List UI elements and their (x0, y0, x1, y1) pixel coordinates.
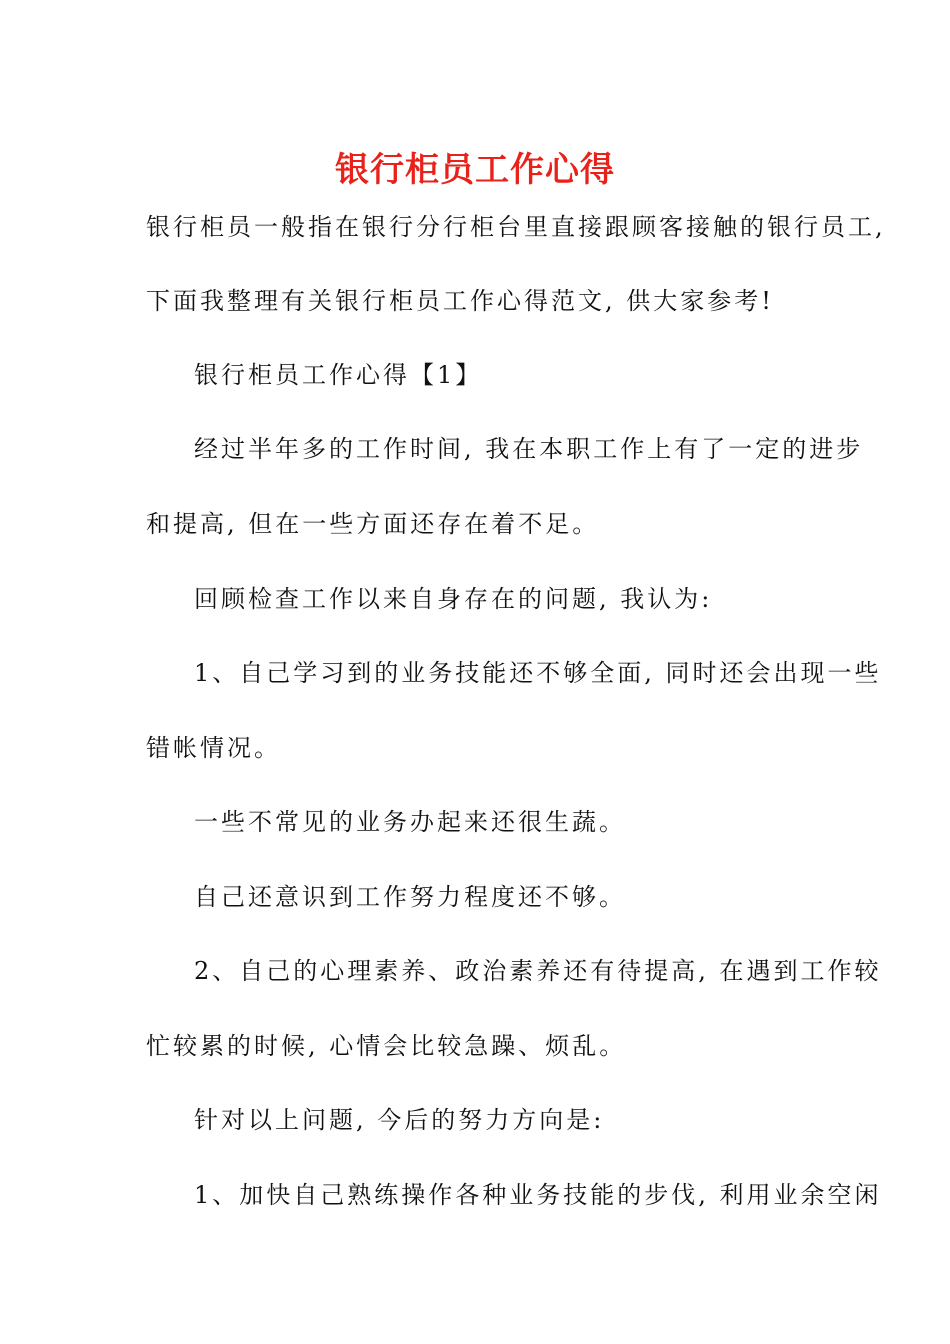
text-line: 忙较累的时候, 心情会比较急躁、烦乱。 (146, 1032, 627, 1060)
list-item: 1、加快自己熟练操作各种业务技能的步伐, 利用业余空闲 (194, 1181, 882, 1209)
text-line: 自己还意识到工作努力程度还不够。 (194, 883, 626, 911)
text-line: 回顾检查工作以来自身存在的问题, 我认为: (194, 585, 713, 613)
list-item: 1、自己学习到的业务技能还不够全面, 同时还会出现一些 (194, 659, 882, 687)
text-line: 下面我整理有关银行柜员工作心得范文, 供大家参考! (146, 287, 774, 315)
list-item: 2、自己的心理素养、政治素养还有待提高, 在遇到工作较 (194, 957, 882, 985)
page-title: 银行柜员工作心得 (335, 150, 615, 190)
text-line: 错帐情况。 (146, 734, 281, 762)
text-line: 经过半年多的工作时间, 我在本职工作上有了一定的进步 (194, 435, 864, 463)
text-line: 和提高, 但在一些方面还存在着不足。 (146, 510, 600, 538)
text-line: 银行柜员一般指在银行分行柜台里直接跟顾客接触的银行员工, (146, 213, 886, 241)
section-heading: 银行柜员工作心得【1】 (194, 361, 483, 389)
text-line: 一些不常见的业务办起来还很生蔬。 (194, 808, 626, 836)
text-line: 针对以上问题, 今后的努力方向是: (194, 1106, 605, 1134)
